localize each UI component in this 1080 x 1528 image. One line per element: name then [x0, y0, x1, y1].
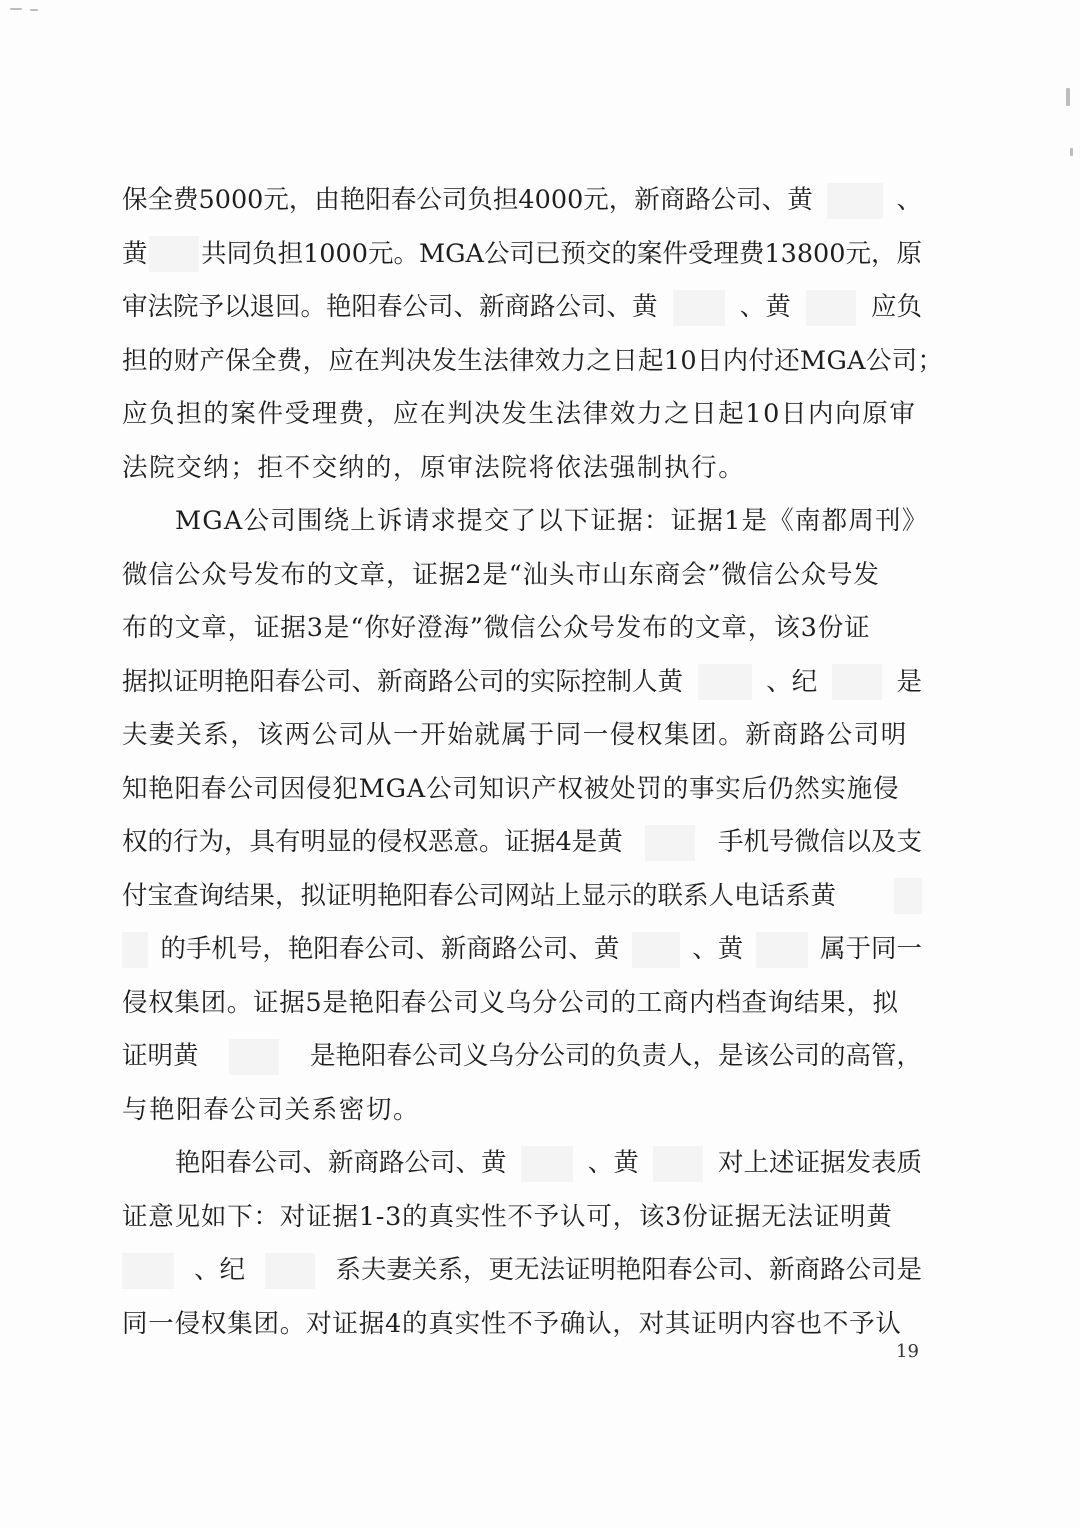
text-line — [122, 816, 922, 870]
text-segment: 证明黄 — [122, 1041, 199, 1071]
text-segment: 审法院予以退回。艳阳春公司、新商路公司、黄 — [122, 292, 658, 322]
text-line — [122, 709, 922, 763]
text-line — [122, 656, 922, 710]
text-segment: 布的文章，证据3是“你好澄海”微信公众号发布的文章，该3份证 — [122, 613, 871, 643]
redaction-block — [521, 1146, 573, 1182]
redaction-block — [122, 1253, 174, 1289]
text-segment: MGA公司围绕上诉请求提交了以下证据：证据1是《南都周刊》 — [175, 506, 929, 536]
text-segment: 付宝查询结果，拟证明艳阳春公司网站上显示的联系人电话系黄 — [122, 880, 837, 911]
text-line — [122, 1298, 922, 1352]
text-segment: 据拟证明艳阳春公司、新商路公司的实际控制人黄 — [122, 666, 684, 697]
redaction-block — [673, 290, 725, 326]
text-segment: 侵权集团。证据5是艳阳春公司义乌分公司的工商内档查询结果，拟 — [122, 987, 899, 1018]
text-segment: 是 — [896, 666, 922, 697]
text-line — [122, 228, 922, 282]
text-segment: 、 — [896, 185, 922, 215]
text-line — [122, 495, 929, 549]
redaction-block — [632, 932, 680, 968]
text-segment: 同一侵权集团。对证据4的真实性不予确认，对其证明内容也不予认 — [122, 1308, 902, 1339]
text-segment: 共同负担1000元。MGA公司已预交的案件受理费13800元，原 — [201, 238, 922, 269]
redaction-block — [698, 664, 752, 700]
text-segment: 知艳阳春公司因侵犯MGA公司知识产权被处罚的事实后仍然实施侵 — [122, 773, 900, 804]
text-segment: 艳阳春公司、新商路公司、黄 — [175, 1148, 507, 1178]
redaction-block — [827, 183, 883, 219]
page-number: 19 — [896, 1341, 919, 1362]
text-segment: 、纪 — [766, 666, 818, 697]
scan-mark — [10, 8, 22, 10]
scan-mark — [1070, 148, 1073, 156]
redaction-block — [122, 932, 148, 968]
redaction-block — [756, 932, 808, 968]
text-line — [122, 1137, 922, 1191]
redaction-block — [894, 878, 922, 914]
redaction-block — [229, 1039, 279, 1075]
text-line — [122, 923, 922, 977]
text-segment: 应负 — [870, 292, 922, 322]
redaction-block — [832, 664, 882, 700]
text-segment: 属于同一 — [819, 934, 922, 964]
text-line — [122, 281, 922, 335]
text-line — [122, 174, 922, 228]
text-segment: 、黄 — [739, 292, 791, 322]
text-segment: 法院交纳；拒不交纳的，原审法院将依法强制执行。 — [122, 452, 746, 483]
redaction-block — [149, 236, 199, 272]
text-segment: 证意见如下：对证据1-3的真实性不予认可，该3份证据无法证明黄 — [122, 1201, 893, 1232]
text-segment: 系夫妻关系，更无法证明艳阳春公司、新商路公司是 — [335, 1255, 922, 1285]
text-segment: 是艳阳春公司义乌分公司的负责人，是该公司的高管， — [309, 1041, 922, 1071]
text-segment: 夫妻关系，该两公司从一开始就属于同一侵权集团。新商路公司明 — [122, 720, 908, 750]
text-segment: 、纪 — [194, 1255, 246, 1285]
text-segment: 对上述证据发表质 — [717, 1148, 922, 1178]
text-line — [122, 602, 922, 656]
text-segment: 、黄 — [692, 934, 744, 964]
text-segment: 担的财产保全费，应在判决发生法律效力之日起10日内付还MGA公司； — [122, 345, 944, 376]
redaction-block — [653, 1146, 703, 1182]
redaction-block — [265, 1253, 315, 1289]
scan-mark — [1066, 88, 1070, 106]
text-segment: 与艳阳春公司关系密切。 — [122, 1094, 421, 1125]
document-body — [122, 174, 944, 1351]
text-segment: 手机号微信以及支 — [717, 827, 922, 857]
text-line — [122, 1244, 922, 1298]
text-segment: 保全费5000元，由艳阳春公司负担4000元，新商路公司、黄 — [122, 185, 813, 215]
text-segment: 、黄 — [587, 1148, 639, 1178]
scan-mark — [30, 9, 38, 11]
text-line — [122, 388, 922, 442]
text-segment: 应负担的案件受理费，应在判决发生法律效力之日起10日内向原审 — [122, 399, 917, 429]
text-line — [122, 549, 922, 603]
text-line — [122, 442, 922, 496]
text-segment: 微信公众号发布的文章，证据2是“汕头市山东商会”微信公众号发 — [122, 559, 880, 590]
text-line — [122, 1084, 922, 1138]
text-segment: 黄 — [122, 238, 148, 269]
text-segment: 权的行为，具有明显的侵权恶意。证据4是黄 — [122, 827, 623, 857]
text-line — [122, 335, 944, 389]
redaction-block — [645, 825, 695, 861]
text-line — [122, 1030, 922, 1084]
redaction-block — [806, 290, 856, 326]
text-line — [122, 870, 922, 924]
text-line — [122, 1191, 922, 1245]
text-segment: 的手机号，艳阳春公司、新商路公司、黄 — [160, 934, 620, 964]
text-line — [122, 977, 922, 1031]
text-line — [122, 763, 922, 817]
